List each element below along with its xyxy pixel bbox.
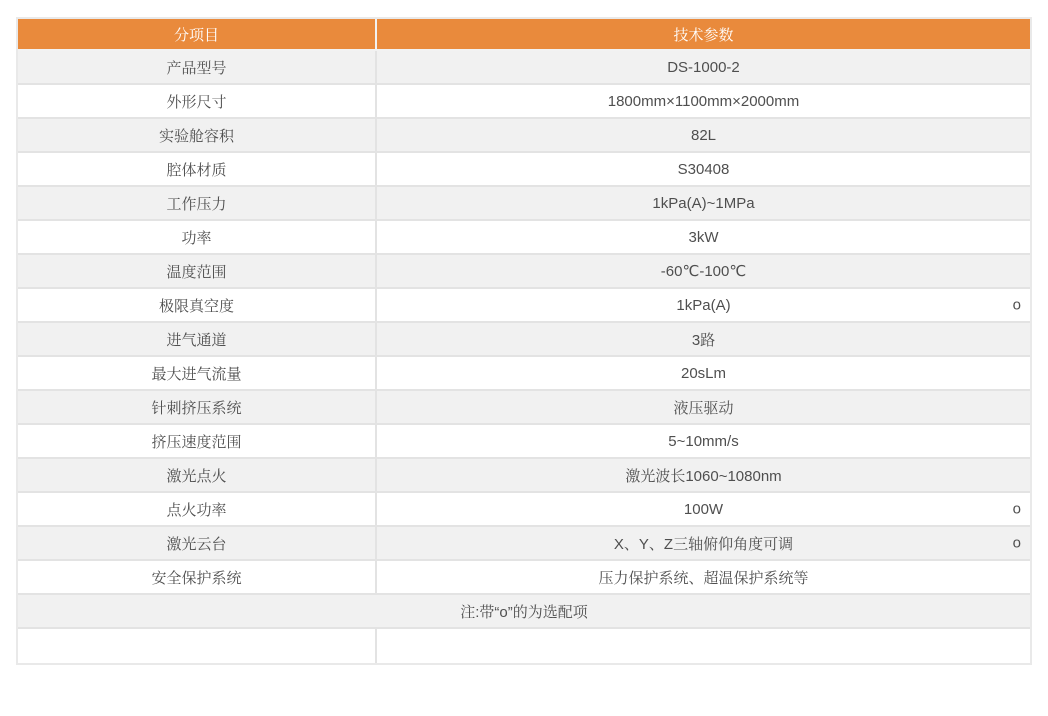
spec-value: 液压驱动 [673,399,734,417]
table-row [18,85,1030,119]
table-row [18,119,1030,153]
spec-value: 20sLm [680,364,727,382]
spec-value: 1kPa(A)~1MPa [652,194,755,212]
spec-label: 最大进气流量 [18,357,377,391]
spec-label: 激光点火 [18,459,377,493]
table-row [18,255,1030,289]
spec-value: 3kW [688,228,719,246]
spec-value: 3路 [691,331,716,349]
spec-label: 外形尺寸 [18,85,377,119]
spec-label: 针刺挤压系统 [18,391,377,425]
spec-value-cell [377,51,1030,85]
note-row [18,595,1030,629]
table-row [18,459,1030,493]
spec-label: 安全保护系统 [18,561,377,595]
spec-value: 激光波长1060~1080nm [625,467,782,485]
spec-value: -60℃-100℃ [660,263,747,280]
header-cell-tech-params: 技术参数 [377,19,1030,51]
spec-value: 5~10mm/s [668,432,739,450]
table-row [18,527,1030,561]
spec-label: 激光云台 [18,527,377,561]
spec-value-cell [377,493,1030,527]
spec-label: 实验舱容积 [18,119,377,153]
spec-label: 挤压速度范围 [18,425,377,459]
header-row [18,19,1030,51]
spec-label: 功率 [18,221,377,255]
note-text: 注:带“o”的为选配项 [18,595,1030,629]
empty-cell-value [377,629,1030,663]
optional-marker: o [1012,296,1021,314]
spec-value: S30408 [677,160,730,178]
table-row [18,289,1030,323]
spec-value: 100W [683,500,724,518]
spec-value-cell [377,85,1030,119]
spec-value: 压力保护系统、超温保护系统等 [598,569,809,587]
spec-value-cell [377,391,1030,425]
optional-marker: o [1012,534,1021,552]
spec-label: 点火功率 [18,493,377,527]
spec-label: 产品型号 [18,51,377,85]
spec-value-cell [377,459,1030,493]
empty-row [18,629,1030,663]
spec-value: 1kPa(A) [676,296,731,314]
spec-value: 82L [690,126,717,144]
spec-label: 温度范围 [18,255,377,289]
spec-value-cell [377,187,1030,221]
table-row [18,391,1030,425]
spec-value: DS-1000-2 [667,58,740,76]
spec-table [16,17,1032,665]
table-row [18,561,1030,595]
spec-value: X、Y、Z三轴俯仰角度可调 [613,535,794,553]
spec-value: 1800mm×1100mm×2000mm [607,92,800,110]
spec-value-cell [377,561,1030,595]
spec-value-cell [377,425,1030,459]
table-row [18,153,1030,187]
table-row [18,221,1030,255]
table-row [18,493,1030,527]
empty-cell-label [18,629,377,663]
spec-label: 工作压力 [18,187,377,221]
spec-value-cell [377,323,1030,357]
spec-value-cell [377,255,1030,289]
spec-value-cell [377,153,1030,187]
table-row [18,425,1030,459]
spec-label: 进气通道 [18,323,377,357]
spec-value-cell [377,527,1030,561]
table-row [18,323,1030,357]
spec-label: 腔体材质 [18,153,377,187]
table-row [18,357,1030,391]
spec-value-cell [377,221,1030,255]
spec-label: 极限真空度 [18,289,377,323]
spec-value-cell [377,289,1030,323]
optional-marker: o [1012,500,1021,518]
spec-value-cell [377,357,1030,391]
spec-value-cell [377,119,1030,153]
table-row [18,51,1030,85]
header-cell-subitem: 分项目 [18,19,377,51]
table-row [18,187,1030,221]
